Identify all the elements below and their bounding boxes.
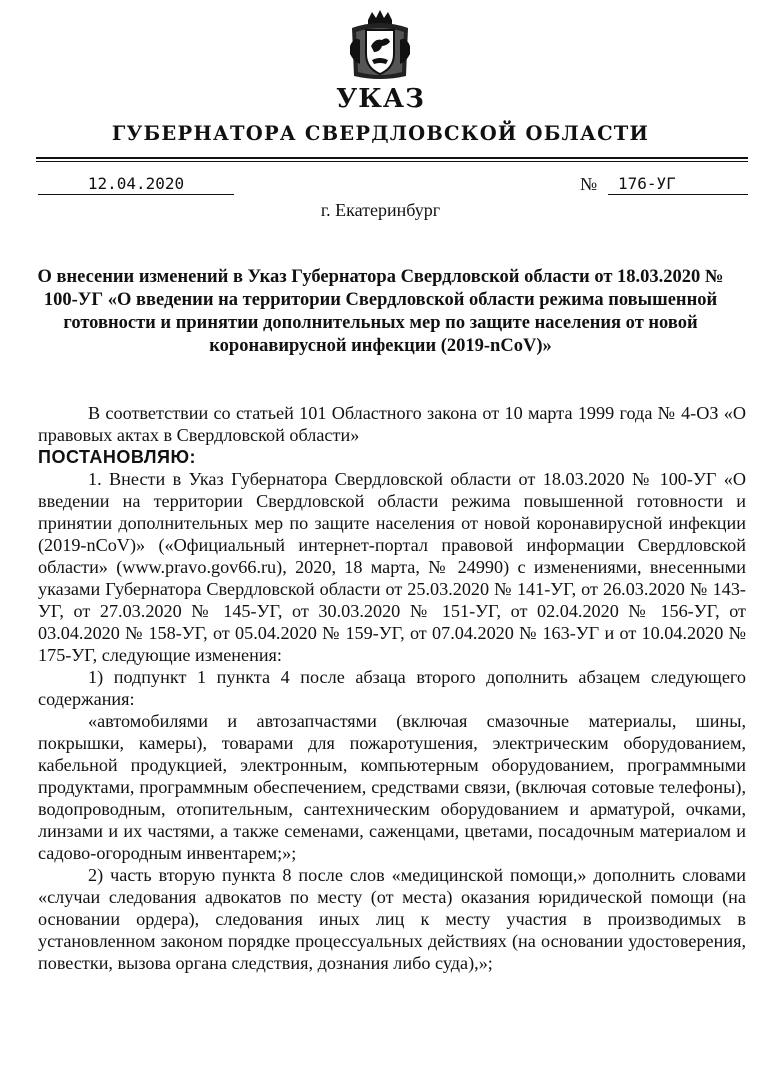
document-heading: О внесении изменений в Указ Губернатора Свердловской области от 18.03.2020 № 100-УГ «О введении на территории Свердловской области режима повышенной готовности и принятии дополнительных мер по защите населения от новой коронавирусной инфекции (2019-nCoV)» [37, 267, 724, 356]
coat-of-arms-icon [342, 6, 418, 82]
number-sign: № [580, 174, 598, 194]
decree-date: 12.04.2020 [38, 174, 234, 195]
decree-line [38, 446, 746, 468]
decree-number: 176-УГ [608, 174, 748, 195]
paragraph-1: 1. Внести в Указ Губернатора Свердловской области от 18.03.2020 № 100-УГ «О введении на территории Свердловской области режима повышенной готовности и принятии дополнительных мер по защите населения от новой коронавирусной инфекции (2019-nCoV)» («Официальный интернет-портал правовой информации Свердловской области» (www.pravo.gov66.ru), 2020, 18 марта, № 24990) с изменениями, внесенными указами Губернатора Свердловской области от 25.03.2020 № 141-УГ, от 26.03.2020 № 143-УГ, от 27.03.2020 № 145-УГ, от 30.03.2020 № 151-УГ, от 02.04.2020 № 156-УГ, от 03.04.2020 № 158-УГ, от 05.04.2020 № 159-УГ, от 07.04.2020 № 163-УГ и от 10.04.2020 № 175-УГ, следующие изменения: [38, 469, 746, 665]
paragraph-3: «автомобилями и автозапчастями (включая смазочные материалы, шины, покрышки, камеры), товарами для пожаротушения, электрическим оборудованием, кабельной продукцией, электронным, компьютерным оборудованием, программными продуктами, программным обеспечением, средствами связи, (включая сотовые телефоны), водопроводным, отопительным, сантехническим оборудованием и арматурой, очками, линзами и их частями, а также семенами, саженцами, цветами, посадочным материалом и садово-огородным инвентарем;»; [38, 711, 746, 863]
document-body [38, 402, 746, 974]
paragraph-4: 2) часть вторую пункта 8 после слов «медицинской помощи,» дополнить словами «случаи следования адвокатов по месту (от места) оказания юридической помощи (на основании ордера), следования иных лиц к месту участия в производимых в установленном законом порядке процессуальных действиях (на основании удостоверения, повестки, вызова органа следствия, дознания либо суда),»; [38, 865, 746, 973]
decree-word: ПОСТАНОВЛЯЮ: [38, 447, 197, 467]
preamble-paragraph: В соответствии со статьей 101 Областного закона от 10 марта 1999 года № 4-ОЗ «О правовых актах в Свердловской области» [38, 403, 746, 445]
issuer-subtitle: ГУБЕРНАТОРА СВЕРДЛОВСКОЙ ОБЛАСТИ [111, 122, 650, 145]
header-divider-thin [36, 161, 748, 162]
document-type-title: УКАЗ [336, 84, 425, 114]
header-divider [36, 157, 748, 159]
paragraph-2: 1) подпункт 1 пункта 4 после абзаца второго дополнить абзацем следующего содержания: [38, 667, 746, 709]
city-label: г. Екатеринбург [320, 200, 441, 220]
